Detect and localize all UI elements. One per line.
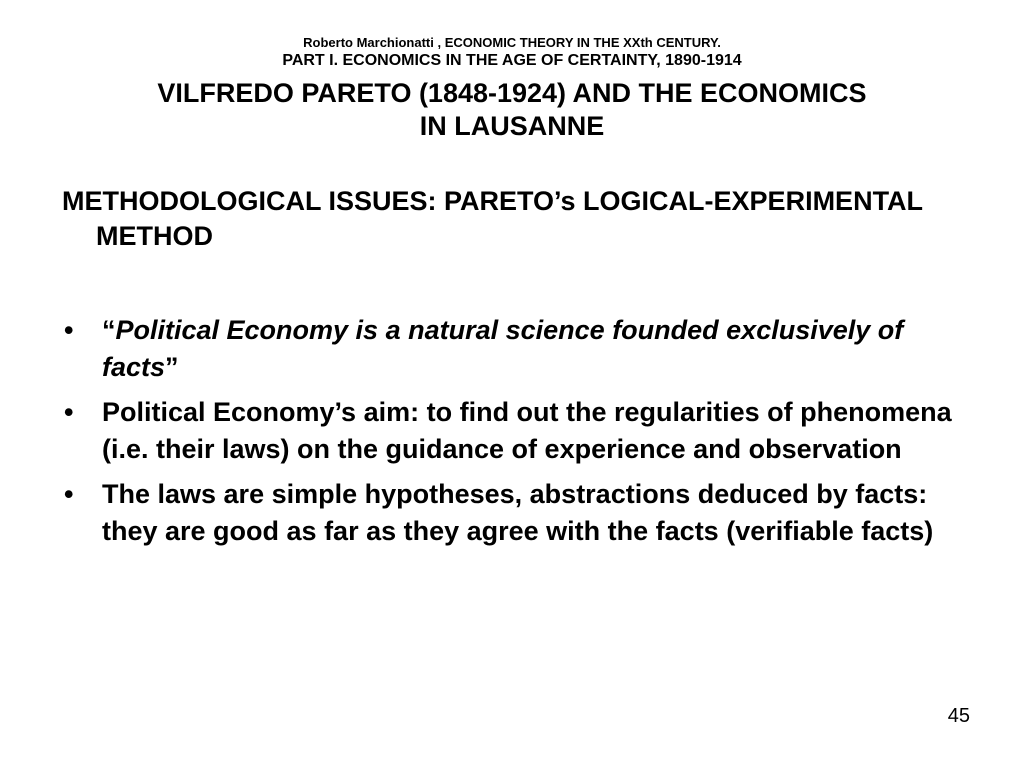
title-line-1: VILFREDO PARETO (1848-1924) AND THE ECONOMICS — [157, 78, 867, 108]
open-quote: “ — [102, 315, 116, 345]
close-quote: ” — [165, 352, 179, 382]
bullet-item-1 — [62, 312, 972, 386]
bullet-2-text: Political Economy’s aim: to find out the regularities of phenomena (i.e. their laws) on the guidance of experience and observation — [102, 397, 952, 464]
author-line: Roberto Marchionatti , ECONOMIC THEORY IN THE XXth CENTURY. — [303, 35, 721, 50]
bullet-icon: • — [64, 397, 74, 427]
bullet-icon: • — [64, 315, 74, 345]
bullet-1-italic-text: Political Economy is a natural science founded exclusively of facts — [102, 315, 904, 382]
part-line: PART I. ECONOMICS IN THE AGE OF CERTAINTY, 1890-1914 — [282, 52, 742, 69]
title-line-2: IN LAUSANNE — [419, 111, 605, 141]
bullet-3-text: The laws are simple hypotheses, abstractions deduced by facts: they are good as far as they agree with the facts (verifiable facts) — [102, 479, 934, 546]
bullet-list — [62, 312, 972, 558]
slide-title — [40, 77, 984, 143]
page-number: 45 — [947, 705, 970, 727]
bullet-icon: • — [64, 479, 74, 509]
section-heading: METHODOLOGICAL ISSUES: PARETO’s LOGICAL-EXPERIMENTAL METHOD — [62, 186, 923, 251]
slide-header — [40, 35, 984, 143]
bullet-item-2 — [62, 394, 972, 468]
bullet-item-3 — [62, 476, 972, 550]
